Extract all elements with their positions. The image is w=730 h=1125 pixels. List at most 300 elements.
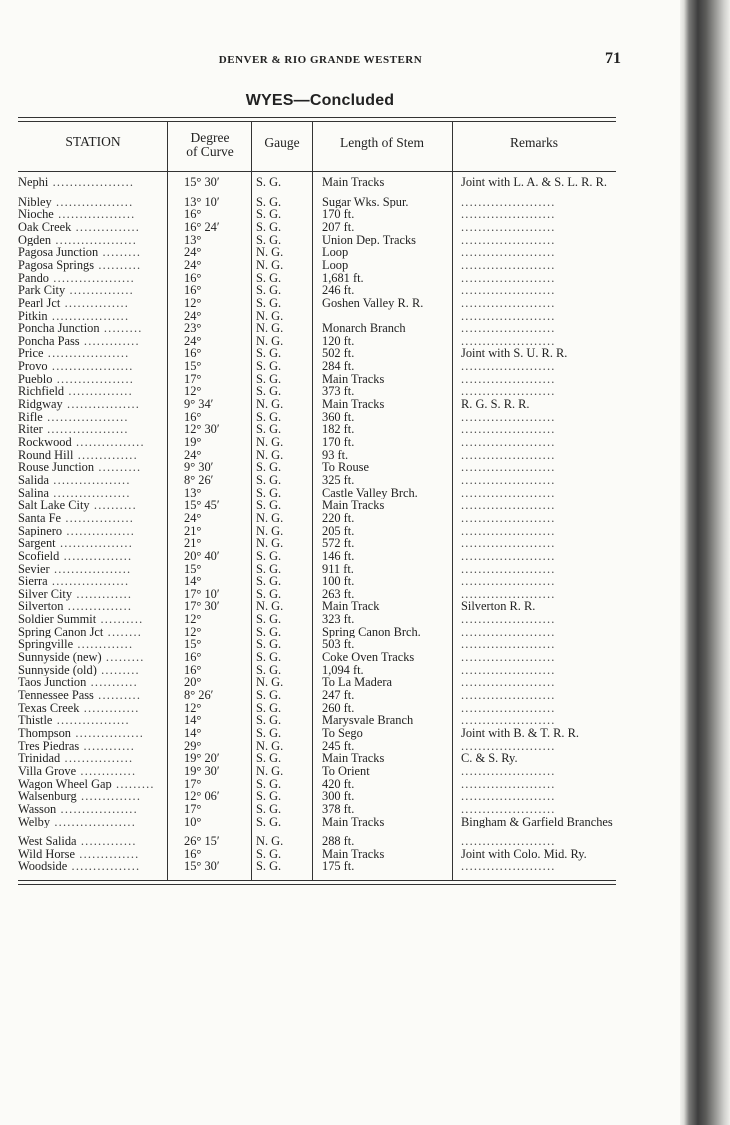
gauge-cell: S. G.: [256, 625, 282, 639]
station-cell: [18, 487, 164, 500]
degree-cell: 15° 45′: [184, 499, 220, 512]
remarks-cell: ......................: [461, 625, 556, 639]
gauge-cell: S. G.: [256, 575, 282, 588]
station-cell: [18, 563, 164, 576]
leader-dots: ...............: [71, 220, 141, 234]
leader-dots: .............: [79, 334, 140, 348]
degree-cell: 13° 10′: [184, 195, 220, 209]
station-cell: [18, 575, 164, 588]
length-cell: Main Tracks: [322, 372, 385, 386]
length-cell: 373 ft.: [322, 385, 355, 399]
length-cell: Marysvale Branch: [322, 714, 414, 727]
degree-cell: 13°: [184, 486, 202, 500]
column-header-degree-line1: Degree: [190, 130, 230, 145]
station-cell: [18, 234, 164, 247]
station-cell: [18, 499, 164, 512]
length-cell: Loop: [322, 258, 349, 272]
station-cell: [18, 740, 164, 753]
remarks-cell: ......................: [461, 271, 556, 285]
station-name: Pitkin: [18, 309, 48, 323]
degree-cell: 14°: [184, 714, 202, 727]
remarks-cell: ......................: [461, 322, 556, 335]
gauge-cell: S. G.: [256, 347, 282, 361]
station-cell: [18, 272, 164, 285]
degree-cell: 8° 26′: [184, 689, 214, 702]
length-cell: 245 ft.: [322, 739, 355, 753]
remarks-cell: ......................: [461, 385, 556, 399]
degree-cell: 14°: [184, 575, 202, 588]
gauge-cell: S. G.: [256, 360, 282, 373]
station-name: Tennessee Pass: [18, 689, 94, 702]
gauge-cell: S. G.: [256, 195, 282, 209]
degree-cell: 12°: [184, 296, 202, 310]
length-cell: 263 ft.: [322, 587, 355, 601]
remarks-cell: ......................: [461, 309, 556, 323]
column-divider: [452, 122, 453, 880]
length-cell: 502 ft.: [322, 347, 355, 361]
degree-cell: 13°: [184, 233, 202, 247]
length-cell: Goshen Valley R. R.: [322, 296, 424, 310]
station-cell: [18, 860, 164, 873]
station-cell: [18, 588, 164, 601]
page-header: [18, 52, 623, 74]
remarks-cell: ......................: [461, 448, 556, 462]
leader-dots: ...............: [65, 284, 134, 297]
degree-cell: 16°: [184, 663, 202, 677]
leader-dots: ................: [71, 436, 145, 449]
length-cell: 325 ft.: [322, 473, 355, 487]
length-cell: 323 ft.: [322, 613, 355, 626]
length-cell: Loop: [322, 246, 349, 259]
leader-dots: .............: [79, 701, 140, 715]
degree-cell: 12° 06′: [184, 790, 220, 803]
station-name: Oak Creek: [18, 220, 72, 234]
leader-dots: ...............: [64, 385, 133, 399]
length-cell: Castle Valley Brch.: [322, 486, 418, 500]
station-name: Ogden: [18, 233, 52, 247]
station-name: Pagosa Springs: [18, 258, 95, 272]
station-name: Pearl Jct: [18, 296, 61, 310]
column-header-remarks: Remarks: [510, 135, 558, 150]
gauge-cell: S. G.: [256, 714, 282, 727]
degree-cell: 12°: [184, 385, 202, 399]
gauge-cell: S. G.: [256, 410, 282, 424]
degree-cell: 16°: [184, 347, 202, 361]
remarks-cell: ......................: [461, 777, 556, 791]
degree-cell: 16°: [184, 651, 202, 664]
degree-cell: 15°: [184, 360, 202, 373]
remarks-cell: ......................: [461, 663, 556, 677]
station-cell: [18, 360, 164, 373]
degree-cell: 16°: [184, 271, 202, 285]
station-cell: [18, 537, 164, 550]
degree-cell: 12°: [184, 625, 202, 639]
degree-cell: 9° 34′: [184, 398, 214, 411]
gauge-cell: N. G.: [256, 739, 284, 753]
station-cell: [18, 310, 164, 323]
leader-dots: ..............: [76, 790, 142, 803]
length-cell: 182 ft.: [322, 423, 355, 437]
leader-dots: ..................: [48, 486, 131, 500]
leader-dots: ...............: [63, 600, 133, 614]
station-cell: [18, 411, 164, 424]
length-cell: 220 ft.: [322, 511, 355, 525]
remarks-cell: ......................: [461, 258, 556, 272]
gauge-cell: S. G.: [256, 220, 282, 234]
wyes-table: [18, 117, 616, 874]
remarks-cell: ......................: [461, 860, 556, 874]
station-name: Price: [18, 347, 44, 361]
remarks-cell: ......................: [461, 360, 556, 373]
gauge-cell: S. G.: [256, 777, 282, 791]
remarks-cell: ......................: [461, 284, 556, 297]
column-header-gauge: Gauge: [264, 135, 300, 150]
remarks-cell: ......................: [461, 701, 556, 715]
degree-cell: 16° 24′: [184, 220, 220, 234]
station-cell: [18, 176, 164, 189]
length-cell: Main Tracks: [322, 398, 385, 411]
station-name: Spring Canon Jct: [18, 625, 104, 639]
leader-dots: ..........: [93, 689, 142, 702]
station-cell: [18, 613, 164, 626]
gauge-cell: S. G.: [256, 486, 282, 500]
degree-cell: 10°: [184, 815, 202, 829]
remarks-cell: ......................: [461, 195, 556, 209]
length-cell: 120 ft.: [322, 334, 355, 348]
remarks-cell: ......................: [461, 537, 556, 550]
gauge-cell: N. G.: [256, 309, 284, 323]
degree-cell: 15° 30′: [184, 176, 220, 189]
remarks-cell: ......................: [461, 473, 556, 487]
length-cell: 247 ft.: [322, 689, 355, 702]
leader-dots: .........: [98, 246, 142, 259]
degree-cell: 8° 26′: [184, 473, 214, 487]
length-cell: Coke Oven Tracks: [322, 651, 415, 664]
leader-dots: ..........: [94, 258, 142, 272]
station-cell: [18, 790, 164, 803]
length-cell: Main Track: [322, 600, 380, 614]
leader-dots: .............: [76, 835, 137, 848]
station-cell: [18, 600, 164, 613]
degree-cell: 15° 30′: [184, 860, 220, 874]
length-cell: Main Tracks: [322, 847, 385, 861]
length-cell: Spring Canon Brch.: [322, 625, 421, 639]
degree-cell: 24°: [184, 258, 202, 272]
station-name: Tres Piedras: [18, 739, 80, 753]
degree-cell: 15°: [184, 638, 202, 652]
station-name: Nibley: [18, 195, 52, 209]
station-name: Salida: [18, 473, 49, 487]
station-name: Sapinero: [18, 524, 63, 538]
gauge-cell: S. G.: [256, 613, 282, 626]
column-header-degree-line2: of Curve: [186, 144, 234, 159]
page-number: 71: [605, 50, 621, 67]
degree-cell: 17°: [184, 802, 202, 816]
station-name: Scofield: [18, 549, 60, 563]
station-cell: [18, 297, 164, 310]
degree-cell: 20° 40′: [184, 549, 220, 563]
gauge-cell: S. G.: [256, 271, 282, 285]
gauge-cell: S. G.: [256, 233, 282, 247]
degree-cell: 24°: [184, 309, 202, 323]
length-cell: Monarch Branch: [322, 322, 406, 335]
station-name: Wagon Wheel Gap: [18, 777, 112, 791]
degree-cell: 24°: [184, 448, 202, 462]
gauge-cell: S. G.: [256, 372, 282, 386]
degree-cell: 16°: [184, 284, 202, 297]
leader-dots: ...................: [48, 271, 135, 285]
gauge-cell: N. G.: [256, 436, 284, 449]
gauge-cell: N. G.: [256, 246, 284, 259]
station-cell: [18, 803, 164, 816]
length-cell: Main Tracks: [322, 499, 385, 512]
station-name: Rifle: [18, 410, 43, 424]
length-cell: To Orient: [322, 764, 370, 778]
degree-cell: 24°: [184, 511, 202, 525]
station-cell: [18, 626, 164, 639]
station-name: Springville: [18, 638, 74, 652]
gauge-cell: S. G.: [256, 663, 282, 677]
degree-cell: 17°: [184, 372, 202, 386]
remarks-cell: ......................: [461, 220, 556, 234]
remarks-cell: ......................: [461, 486, 556, 500]
remarks-cell: ......................: [461, 233, 556, 247]
remarks-cell: Bingham & Garfield Branches: [461, 815, 613, 829]
leader-dots: .............: [73, 638, 134, 652]
degree-cell: 17° 30′: [184, 600, 220, 614]
gauge-cell: S. G.: [256, 860, 282, 874]
gauge-cell: N. G.: [256, 524, 284, 538]
length-cell: 170 ft.: [322, 208, 355, 221]
leader-dots: ..........: [96, 613, 144, 626]
header-separator: [18, 171, 616, 172]
station-cell: [18, 550, 164, 563]
station-cell: [18, 765, 164, 778]
station-cell: [18, 714, 164, 727]
remarks-cell: ......................: [461, 296, 556, 310]
length-cell: 911 ft.: [322, 562, 354, 576]
remarks-cell: ......................: [461, 714, 556, 727]
length-cell: 93 ft.: [322, 448, 349, 462]
length-cell: To Sego: [322, 726, 363, 740]
station-name: Trinidad: [18, 752, 61, 765]
station-name: Poncha Pass: [18, 334, 80, 348]
gauge-cell: S. G.: [256, 176, 282, 189]
station-name: Villa Grove: [18, 764, 77, 778]
station-name: Rockwood: [18, 436, 72, 449]
remarks-cell: ......................: [461, 246, 556, 259]
station-cell: [18, 449, 164, 462]
station-name: Soldier Summit: [18, 613, 97, 626]
leader-dots: ..................: [53, 208, 136, 221]
leader-dots: ...................: [48, 176, 135, 189]
leader-dots: ..................: [49, 562, 132, 576]
length-cell: 146 ft.: [322, 549, 355, 563]
station-cell: [18, 208, 164, 221]
table-bottom-rule: [18, 880, 616, 885]
station-name: Richfield: [18, 385, 65, 399]
station-name: Riter: [18, 423, 43, 437]
station-cell: [18, 196, 164, 209]
degree-cell: 20°: [184, 676, 202, 690]
degree-cell: 9° 30′: [184, 461, 214, 474]
remarks-cell: ......................: [461, 499, 556, 512]
leader-dots: ...................: [47, 360, 134, 373]
leader-dots: ..................: [47, 575, 130, 588]
remarks-cell: ......................: [461, 436, 556, 449]
station-cell: [18, 373, 164, 386]
station-cell: [18, 638, 164, 651]
degree-cell: 29°: [184, 739, 202, 753]
length-cell: Union Dep. Tracks: [322, 233, 416, 247]
remarks-cell: ......................: [461, 689, 556, 702]
leader-dots: ................: [71, 726, 145, 740]
station-name: Sierra: [18, 575, 48, 588]
remarks-cell: ......................: [461, 575, 556, 588]
station-name: Wasson: [18, 802, 57, 816]
station-cell: [18, 778, 164, 791]
degree-cell: 21°: [184, 537, 202, 550]
gauge-cell: N. G.: [256, 258, 284, 272]
length-cell: 100 ft.: [322, 575, 355, 588]
gauge-cell: S. G.: [256, 847, 282, 861]
length-cell: 284 ft.: [322, 360, 355, 373]
remarks-cell: Silverton R. R.: [461, 600, 536, 614]
gauge-cell: S. G.: [256, 587, 282, 601]
leader-dots: ...............: [60, 296, 130, 310]
gauge-cell: N. G.: [256, 398, 284, 411]
station-name: Thompson: [18, 726, 72, 740]
length-cell: 260 ft.: [322, 701, 355, 715]
leader-dots: .........: [99, 322, 143, 335]
station-cell: [18, 423, 164, 436]
station-name: Walsenburg: [18, 790, 77, 803]
station-name: Nioche: [18, 208, 54, 221]
leader-dots: ................: [60, 752, 134, 765]
gauge-cell: S. G.: [256, 461, 282, 474]
leader-dots: ................: [61, 511, 135, 525]
gauge-cell: S. G.: [256, 790, 282, 803]
degree-cell: 19°: [184, 436, 202, 449]
degree-cell: 14°: [184, 726, 202, 740]
length-cell: 170 ft.: [322, 436, 355, 449]
gauge-cell: N. G.: [256, 511, 284, 525]
remarks-cell: ......................: [461, 549, 556, 563]
station-cell: [18, 512, 164, 525]
station-name: Wild Horse: [18, 847, 75, 861]
degree-cell: 16°: [184, 410, 202, 424]
leader-dots: ...................: [42, 423, 129, 437]
station-name: Pando: [18, 271, 49, 285]
gauge-cell: N. G.: [256, 448, 284, 462]
gauge-cell: S. G.: [256, 208, 282, 221]
remarks-cell: ......................: [461, 790, 556, 803]
gauge-cell: S. G.: [256, 499, 282, 512]
gauge-cell: S. G.: [256, 802, 282, 816]
remarks-cell: ......................: [461, 423, 556, 437]
station-cell: [18, 436, 164, 449]
station-cell: [18, 816, 164, 829]
station-cell: [18, 474, 164, 487]
leader-dots: ..................: [56, 802, 138, 816]
remarks-cell: ......................: [461, 334, 556, 348]
length-cell: To La Madera: [322, 676, 392, 690]
leader-dots: .........: [111, 777, 155, 791]
station-cell: [18, 727, 164, 740]
gauge-cell: S. G.: [256, 296, 282, 310]
leader-dots: .............: [72, 587, 133, 601]
length-cell: 572 ft.: [322, 537, 355, 550]
remarks-cell: ......................: [461, 524, 556, 538]
remarks-cell: Joint with B. & T. R. R.: [461, 726, 579, 740]
column-header-degree: [168, 131, 252, 159]
station-name: Pueblo: [18, 372, 53, 386]
gauge-cell: N. G.: [256, 600, 284, 614]
leader-dots: .........: [101, 651, 145, 664]
leader-dots: ................: [62, 524, 136, 538]
station-name: Thistle: [18, 714, 53, 727]
leader-dots: ...................: [43, 347, 130, 361]
remarks-cell: ......................: [461, 208, 556, 221]
gauge-cell: S. G.: [256, 284, 282, 297]
remarks-cell: ......................: [461, 638, 556, 652]
length-cell: Main Tracks: [322, 176, 385, 189]
station-cell: [18, 848, 164, 861]
remarks-cell: Joint with Colo. Mid. Ry.: [461, 847, 587, 861]
length-cell: Main Tracks: [322, 752, 385, 765]
station-cell: [18, 259, 164, 272]
remarks-cell: Joint with S. U. R. R.: [461, 347, 568, 361]
remarks-cell: R. G. S. R. R.: [461, 398, 530, 411]
degree-cell: 16°: [184, 208, 202, 221]
leader-dots: .............: [76, 764, 137, 778]
degree-cell: 23°: [184, 322, 202, 335]
gauge-cell: N. G.: [256, 322, 284, 335]
length-cell: To Rouse: [322, 461, 369, 474]
degree-cell: 19° 20′: [184, 752, 220, 765]
gauge-cell: N. G.: [256, 334, 284, 348]
gauge-cell: S. G.: [256, 473, 282, 487]
station-name: Park City: [18, 284, 66, 297]
station-cell: [18, 335, 164, 348]
station-cell: [18, 221, 164, 234]
station-name: Nephi: [18, 176, 49, 189]
remarks-cell: ......................: [461, 835, 556, 848]
leader-dots: ..................: [48, 473, 131, 487]
leader-dots: ..........: [94, 461, 142, 474]
remarks-cell: ......................: [461, 511, 556, 525]
gauge-cell: S. G.: [256, 562, 282, 576]
degree-cell: 19° 30′: [184, 764, 220, 778]
degree-cell: 21°: [184, 524, 202, 538]
gauge-cell: S. G.: [256, 385, 282, 399]
gauge-cell: S. G.: [256, 701, 282, 715]
leader-dots: .................: [55, 537, 133, 550]
gauge-cell: S. G.: [256, 549, 282, 563]
gauge-cell: S. G.: [256, 638, 282, 652]
station-cell: [18, 385, 164, 398]
station-name: West Salida: [18, 835, 77, 848]
remarks-cell: ......................: [461, 739, 556, 753]
leader-dots: ..................: [51, 195, 134, 209]
gauge-cell: S. G.: [256, 752, 282, 765]
station-name: Round Hill: [18, 448, 74, 462]
station-cell: [18, 246, 164, 259]
column-header-length: Length of Stem: [340, 135, 424, 150]
leader-dots: ............: [79, 739, 136, 753]
station-cell: [18, 702, 164, 715]
station-name: Sevier: [18, 562, 50, 576]
